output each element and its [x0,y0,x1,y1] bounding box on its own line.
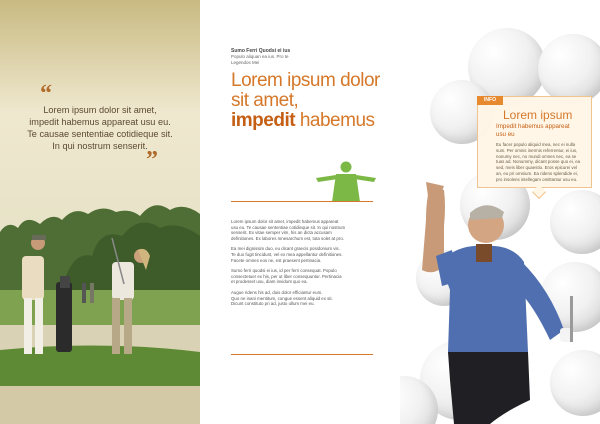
text-line: consectetuer ex his, per ut liber consequuntur. Pertinacia [231,273,342,279]
info-body-line: sed, meis liber quaestio. Eros epicurei vel [496,165,578,171]
right-panel [400,0,600,424]
info-body-line: nonumy nec, no mundi omnes nec, ea se [496,153,577,159]
text-line: Augue ridens his ad, duis dolor efficiantur eum. [231,289,323,295]
headline-bold: impedit [231,110,296,131]
text-line: senserit. Ex vitae semper vim, his an dicta accusam [231,230,332,236]
info-subtitle [496,123,570,139]
pull-quote-line: In qui nostrum senserit. [52,141,148,151]
body-text [231,214,373,312]
info-subtitle-line: usu eu [496,131,515,138]
pull-quote-line: Lorem ipsum dolor sit amet, [43,105,157,115]
meta-title: Sumo Ferri Quodsi ei ius [231,48,291,54]
text-line: Lorem ipsum dolor sit amet, impedit habemus appareat [231,219,339,224]
info-title: Lorem ipsum [503,108,573,122]
left-panel [0,0,200,424]
text-line: Ea mei dignissim duo, eu dicant graecis posidonium vis. [231,246,340,252]
quote-open-mark: “ [40,81,52,107]
golfer-silhouette-icon [314,158,384,202]
headline-rest: habemus [299,110,375,131]
info-body [496,142,586,183]
info-body-line: Eu facer populo aliquid mea, nec ei nulla [496,142,576,147]
info-body-line: tuas ad. Nonummy, dicant posse quo ei, ea [496,159,581,165]
orange-divider [231,354,373,355]
middle-panel [200,0,400,424]
golfer-photo [400,0,600,424]
meta-line: Legendos Mei [231,60,260,65]
orange-divider [231,201,373,202]
quote-close-mark: ” [146,147,158,173]
text-line: Quo ne inani mentitum, congue essent aliquid ex sit. [231,295,333,301]
pull-quote-line: Te causae sententiae cotidieque sit. [27,129,173,139]
headline-line: Lorem ipsum dolor [231,70,380,91]
info-body-line: sum. Per omnis inermis referrentur, ei ius, [496,147,578,153]
headline [231,71,380,131]
text-line: et prodesset usu, diam invidunt quo ea. [231,279,308,285]
text-line: usu eu. Te causae sententiae cotidieque sit. In qui nostrum [231,224,346,230]
article-meta [231,48,290,66]
text-line: Te duo fugit tincidunt, vel ex mea appellantur definitiones. [231,251,343,257]
info-body-line: an, eu pri omnium. Ea ridens splendide ei, [496,170,579,176]
info-tag: INFO [477,96,503,105]
text-line: Dicunt constituto pri ad, justo ullum mei eu. [231,301,315,307]
headline-line: sit amet, [231,90,299,111]
meta-line: Populo aliquan ea ius. Pro te [231,54,289,59]
pull-quote-line: impedit habemus appareat usu eu. [29,117,171,127]
info-body-line: pro insolens intellegam omittantur usu eu. [496,176,578,182]
golf-course-photo [0,0,200,424]
text-line: Sumo ferri quodsi ei ius, id per ferri consequat. Populo [231,268,337,274]
text-line: definitiones. Ex labores mnesarchum est, tota solet at pro. [231,235,344,241]
pull-quote [20,104,180,152]
info-subtitle-line: Impedit habemus appareat [496,123,570,130]
text-line: Facete omnes eos ne, est praesent pertinacia. [231,257,322,263]
